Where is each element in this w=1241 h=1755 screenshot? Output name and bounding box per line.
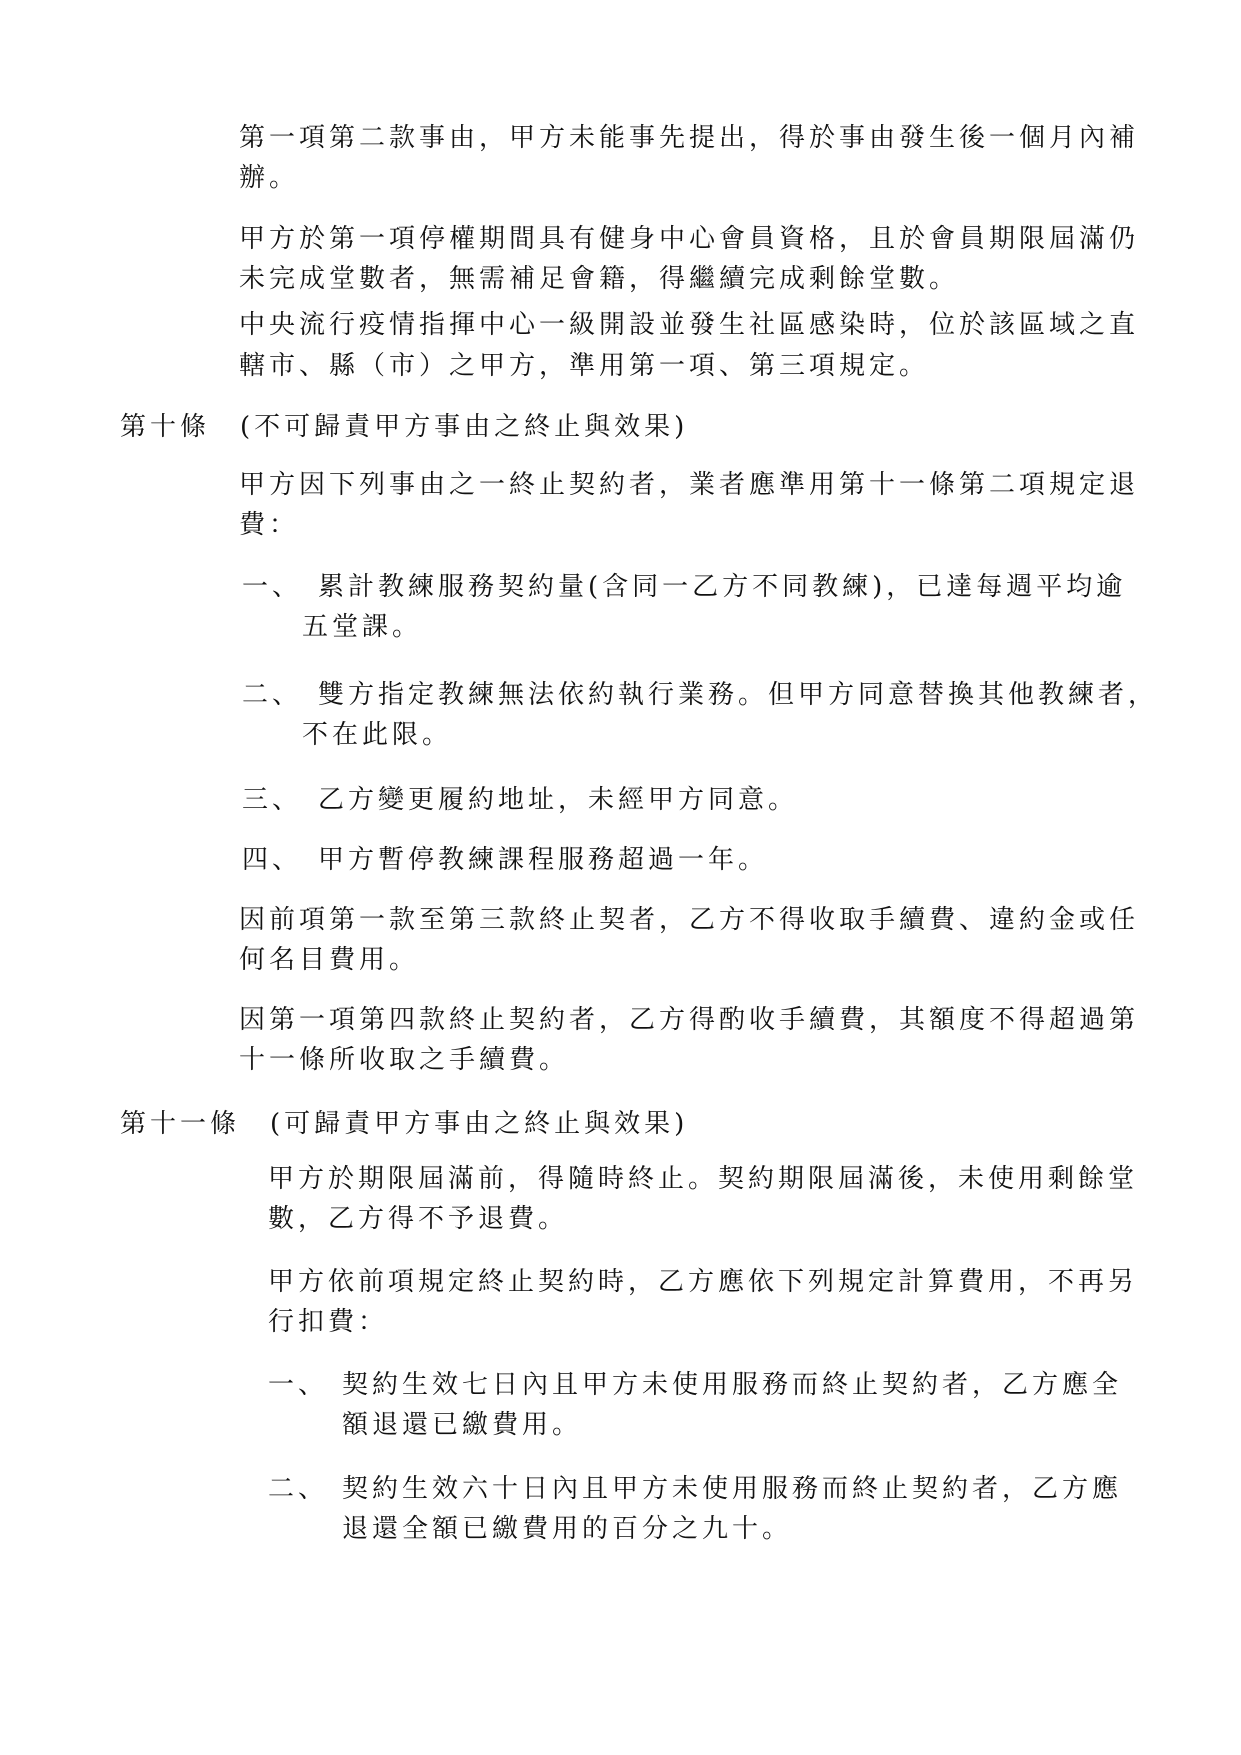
list-item-marker: 二、 (268, 1474, 329, 1504)
paragraph-line: 甲方於期限屆滿前，得隨時終止。契約期限屆滿後，未使用剩餘堂 (268, 1164, 1139, 1194)
list-item-marker: 四、 (242, 845, 303, 875)
list-item-text: 退還全額已繳費用的百分之九十。 (342, 1514, 793, 1544)
list-item-text: 乙方變更履約地址，未經甲方同意。 (318, 785, 799, 815)
paragraph-line: 未完成堂數者，無需補足會籍，得繼續完成剩餘堂數。 (239, 264, 960, 294)
paragraph-line: 行扣費： (268, 1307, 389, 1337)
paragraph-line: 因第一項第四款終止契約者，乙方得酌收手續費，其額度不得超過第 (239, 1005, 1140, 1035)
paragraph-line: 因前項第一款至第三款終止契者，乙方不得收取手續費、違約金或任 (239, 905, 1140, 935)
list-item-text: 五堂課。 (302, 612, 423, 642)
article-10-heading: 第十條 (不可歸責甲方事由之終止與效果) (120, 412, 689, 442)
paragraph-line: 甲方於第一項停權期間具有健身中心會員資格，且於會員期限屆滿仍 (239, 224, 1140, 254)
list-item-text: 契約生效七日內且甲方未使用服務而終止契約者，乙方應全 (342, 1370, 1123, 1400)
list-item-text: 雙方指定教練無法依約執行業務。但甲方同意替換其他教練者， (318, 680, 1159, 710)
list-item-text: 額退還已繳費用。 (342, 1410, 583, 1440)
list-item-marker: 一、 (242, 572, 303, 602)
paragraph-line: 第一項第二款事由，甲方未能事先提出，得於事由發生後一個月內補 (239, 123, 1140, 153)
list-item-marker: 一、 (268, 1370, 329, 1400)
paragraph-line: 甲方因下列事由之一終止契約者，業者應準用第十一條第二項規定退 (239, 470, 1140, 500)
paragraph-line: 轄市、縣（市）之甲方，準用第一項、第三項規定。 (239, 351, 930, 381)
list-item-text: 甲方暫停教練課程服務超過一年。 (318, 845, 769, 875)
paragraph-line: 甲方依前項規定終止契約時，乙方應依下列規定計算費用，不再另 (268, 1267, 1139, 1297)
paragraph-line: 數，乙方得不予退費。 (268, 1204, 569, 1234)
paragraph-line: 辦。 (239, 163, 300, 193)
list-item-marker: 三、 (242, 785, 303, 815)
paragraph-line: 十一條所收取之手續費。 (239, 1045, 570, 1075)
article-11-heading: 第十一條 (可歸責甲方事由之終止與效果) (120, 1109, 689, 1139)
paragraph-line: 中央流行疫情指揮中心一級開設並發生社區感染時，位於該區域之直 (239, 310, 1140, 340)
list-item-text: 契約生效六十日內且甲方未使用服務而終止契約者，乙方應 (342, 1474, 1123, 1504)
paragraph-line: 何名目費用。 (239, 945, 420, 975)
paragraph-line: 費： (239, 510, 300, 540)
list-item-text: 不在此限。 (302, 720, 453, 750)
list-item-marker: 二、 (242, 680, 303, 710)
list-item-text: 累計教練服務契約量(含同一乙方不同教練)，已達每週平均逾 (318, 572, 1127, 602)
